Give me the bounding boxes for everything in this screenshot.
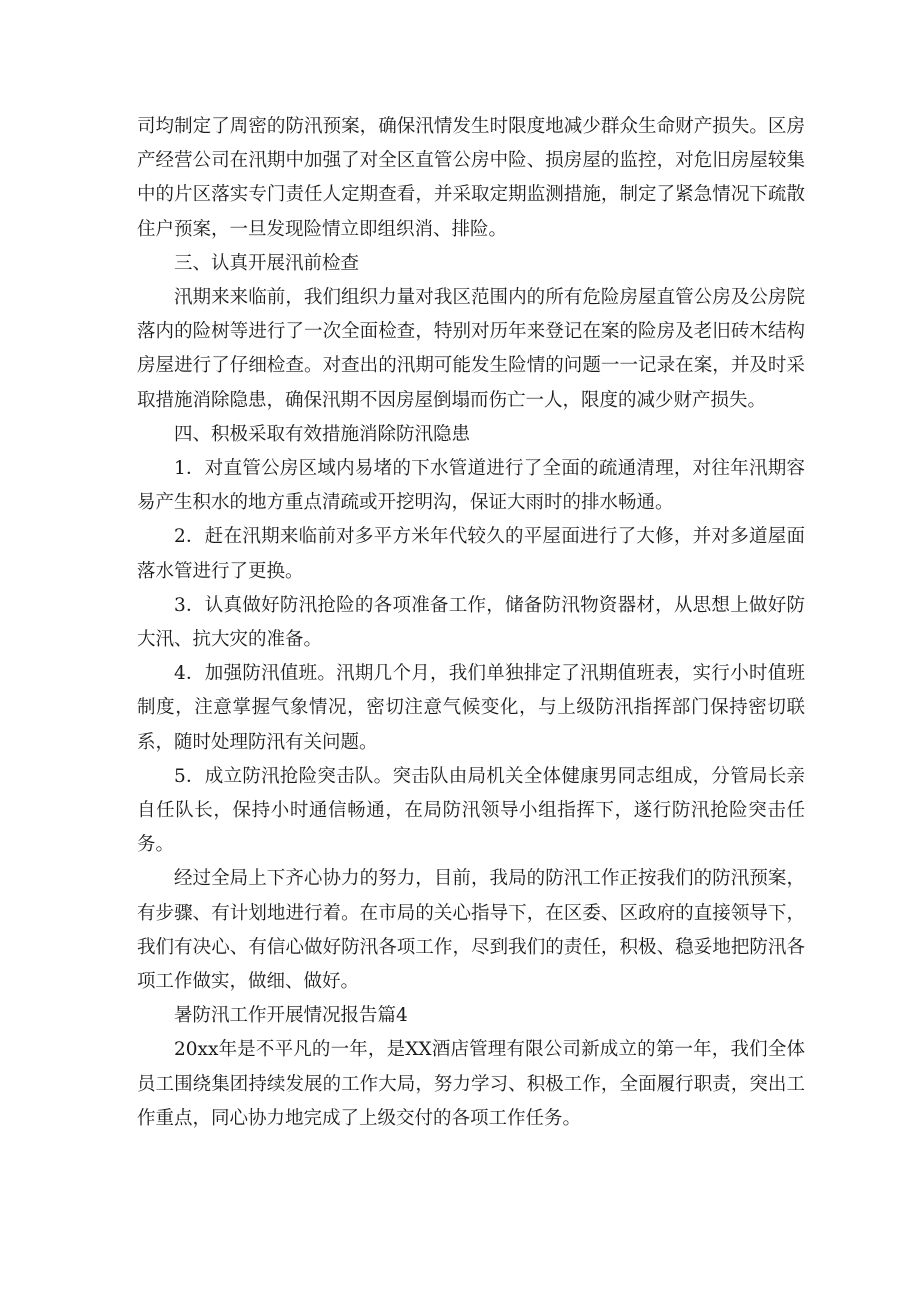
section-heading-hazard-measures: 四、积极采取有效措施消除防汛隐患	[174, 423, 471, 445]
paragraph-hotel-intro: 20xx年是不平凡的一年，是XX酒店管理有限公司新成立的第一年，我们全体员工围绕集团持续发展的工作大局，努力学习、积极工作，全面履行职责，突出工作重点，同心协力地完成了上级交付的各项工作任务。	[137, 1039, 805, 1129]
section-heading-pre-flood-inspection: 三、认真开展汛前检查	[174, 252, 360, 274]
list-item-5: 5．成立防汛抢险突击队。突击队由局机关全体健康男同志组成，分管局长亲自任队长，保持小时通信畅通，在局防汛领导小组指挥下，遂行防汛抢险突击任务。	[137, 765, 805, 856]
list-item-1: 1．对直管公房区域内易堵的下水管道进行了全面的疏通清理，对往年汛期容易产生积水的地方重点清疏或开挖明沟，保证大雨时的排水畅通。	[137, 458, 805, 514]
paragraph-inspection: 汛期来来临前，我们组织力量对我区范围内的所有危险房屋直管公房及公房院落内的险树等进行了一次全面检查，特别对历年来登记在案的险房及老旧砖木结构房屋进行了仔细检查。对查出的汛期可能发生险情的问题一一记录在案，并及时采取措施消除隐患，确保汛期不因房屋倒塌而伤亡一人，限度的减少财产损失。	[137, 287, 805, 411]
list-item-4: 4．加强防汛值班。汛期几个月，我们单独排定了汛期值班表，实行小时值班制度，注意掌握气象情况，密切注意气候变化，与上级防汛指挥部门保持密切联系，随时处理防汛有关问题。	[137, 663, 805, 753]
list-item-2: 2．赶在汛期来临前对多平方米年代较久的平屋面进行了大修，并对多道屋面落水管进行了更换。	[137, 526, 805, 582]
document-body	[137, 110, 805, 1136]
report-title-part-4: 暑防汛工作开展情况报告篇4	[174, 1005, 408, 1027]
paragraph-summary: 经过全局上下齐心协力的努力，目前，我局的防汛工作正按我们的防汛预案，有步骤、有计划地进行着。在市局的关心指导下，在区委、区政府的直接领导下，我们有决心、有信心做好防汛各项工作，尽到我们的责任，积极、稳妥地把防汛各项工作做实，做细、做好。	[137, 868, 805, 993]
paragraph-intro-continuation: 司均制定了周密的防汛预案，确保汛情发生时限度地减少群众生命财产损失。区房产经营公司在汛期中加强了对全区直管公房中险、损房屋的监控，对危旧房屋较集中的片区落实专门责任人定期查看，并采取定期监测措施，制定了紧急情况下疏散住户预案，一旦发现险情立即组织消、排险。	[137, 116, 805, 240]
list-item-3: 3．认真做好防汛抢险的各项准备工作，储备防汛物资器材，从思想上做好防大汛、抗大灾的准备。	[137, 594, 805, 651]
